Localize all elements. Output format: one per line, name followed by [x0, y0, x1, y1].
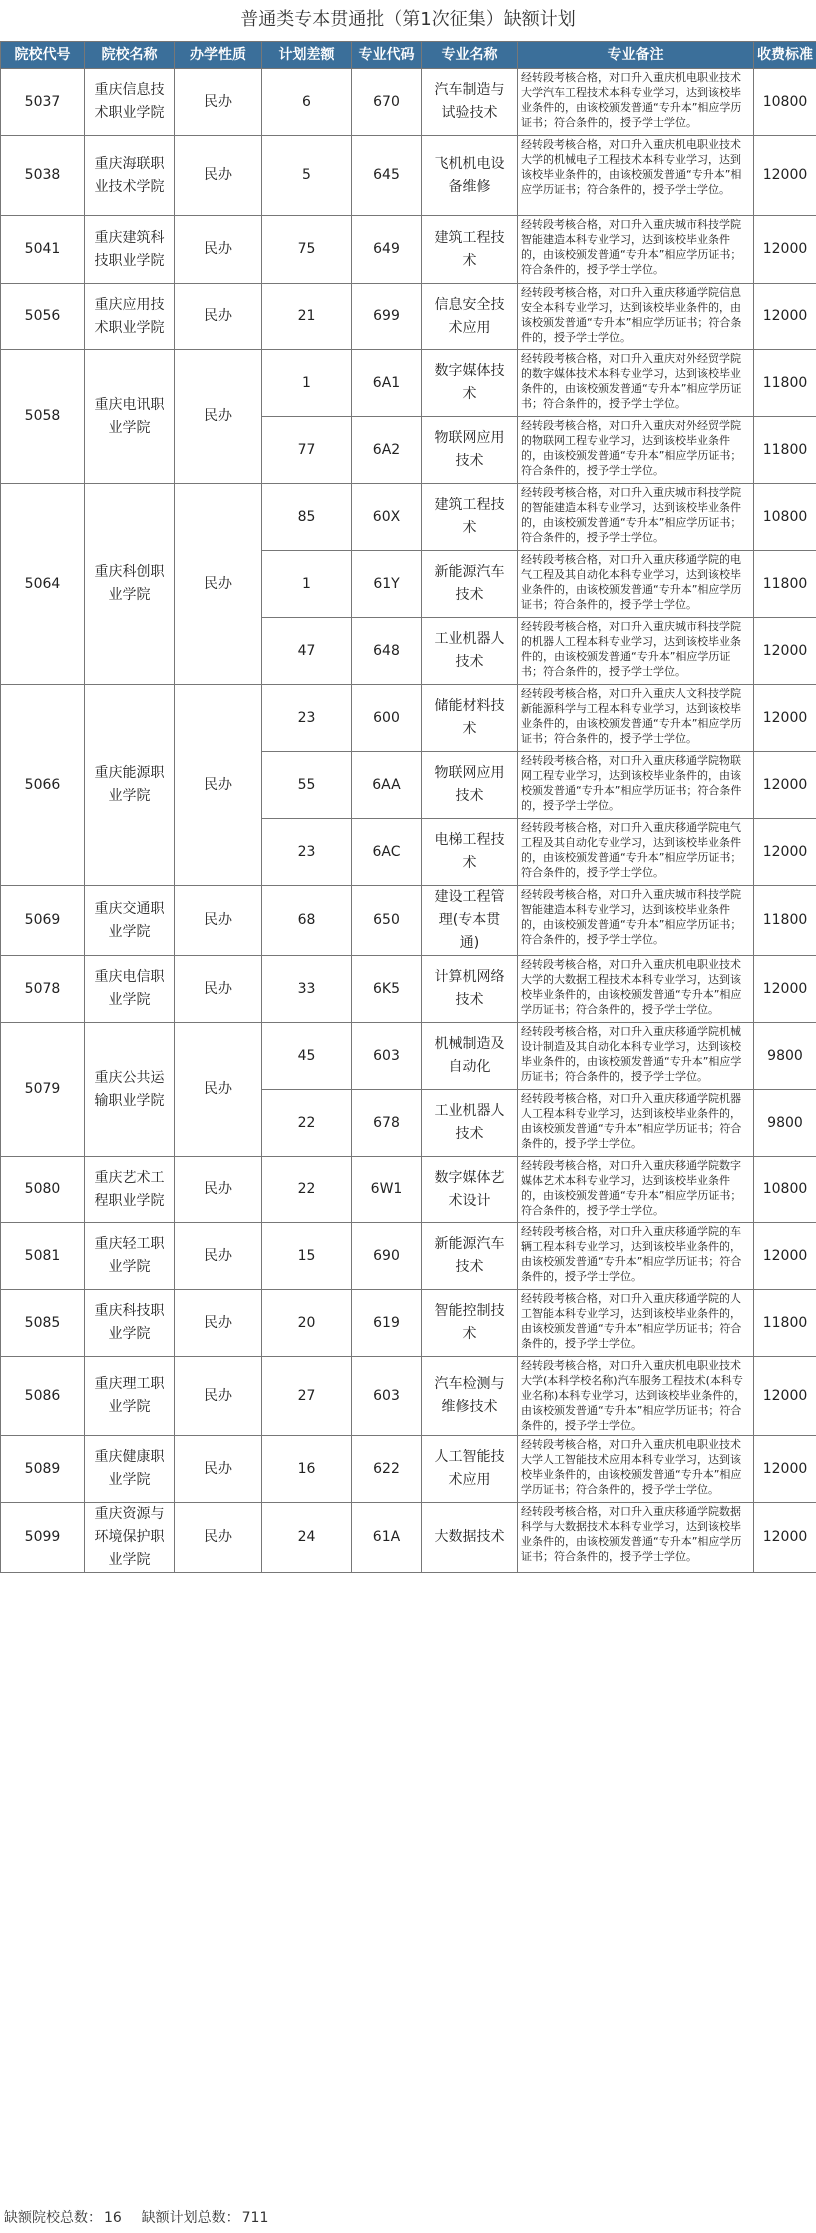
fee-cell: 12000: [754, 618, 816, 685]
page-title: 普通类专本贯通批（第1次征集）缺额计划: [240, 9, 576, 30]
table-row: [1, 1436, 816, 1503]
major-code-cell: 61Y: [352, 551, 422, 618]
header-major-name: 专业名称: [422, 42, 518, 69]
school-code-cell: 5078: [1, 956, 85, 1023]
major-name-cell: 人工智能技术应用: [422, 1436, 518, 1503]
school-name-cell: 重庆电讯职业学院: [85, 350, 175, 484]
school-code-cell: 5079: [1, 1023, 85, 1157]
major-note-cell: 经转段考核合格，对口升入重庆移通学院电气工程及其自动化专业学习，达到该校毕业条件的，由该校颁发普通“专升本”相应学历证书；符合条件的，授予学士学位。: [518, 819, 754, 886]
major-code-cell: 6W1: [352, 1157, 422, 1223]
major-note-cell: 经转段考核合格，对口升入重庆机电职业技术大学的大数据工程技术本科专业学习，达到该校毕业条件的，由该校颁发普通“专升本”相应学历证书；符合条件的，授予学士学位。: [518, 956, 754, 1023]
fee-cell: 12000: [754, 216, 816, 284]
school-count-value: 16: [104, 2210, 122, 2226]
fee-cell: 11800: [754, 350, 816, 417]
table-row: [1, 284, 816, 350]
major-code-cell: 622: [352, 1436, 422, 1503]
school-code-cell: 5085: [1, 1290, 85, 1357]
plan-gap-cell: 24: [262, 1503, 352, 1573]
plan-gap-cell: 47: [262, 618, 352, 685]
major-code-cell: 6AC: [352, 819, 422, 886]
major-code-cell: 61A: [352, 1503, 422, 1573]
school-nature-cell: 民办: [175, 1290, 262, 1357]
fee-cell: 11800: [754, 551, 816, 618]
major-name-cell: 物联网应用技术: [422, 417, 518, 484]
summary-footer: [4, 2207, 270, 2227]
school-code-cell: 5038: [1, 136, 85, 216]
major-code-cell: 60X: [352, 484, 422, 551]
school-code-cell: 5037: [1, 69, 85, 136]
plan-gap-cell: 85: [262, 484, 352, 551]
school-nature-cell: 民办: [175, 886, 262, 956]
fee-cell: 12000: [754, 1357, 816, 1436]
table-row: [1, 1023, 816, 1090]
plan-count-value: 711: [241, 2210, 269, 2226]
school-code-cell: 5089: [1, 1436, 85, 1503]
fee-cell: 12000: [754, 1503, 816, 1573]
major-note-cell: 经转段考核合格，对口升入重庆移通学院机械设计制造及其自动化本科专业学习，达到该校毕业条件的，由该校颁发普通“专升本”相应学历证书；符合条件的，授予学士学位。: [518, 1023, 754, 1090]
school-name-cell: 重庆轻工职业学院: [85, 1223, 175, 1290]
major-name-cell: 计算机网络技术: [422, 956, 518, 1023]
major-name-cell: 信息安全技术应用: [422, 284, 518, 350]
plan-gap-cell: 22: [262, 1090, 352, 1157]
school-code-cell: 5086: [1, 1357, 85, 1436]
table-row: [1, 1223, 816, 1290]
plan-count-label: 缺额计划总数：: [141, 2210, 240, 2226]
plan-gap-cell: 16: [262, 1436, 352, 1503]
table-row: [1, 886, 816, 956]
table-row: [1, 685, 816, 752]
vacancy-plan-table: [0, 41, 816, 1573]
major-note-cell: 经转段考核合格，对口升入重庆移通学院的人工智能本科专业学习，达到该校毕业条件的，由该校颁发普通“专升本”相应学历证书；符合条件的，授予学士学位。: [518, 1290, 754, 1357]
school-name-cell: 重庆信息技术职业学院: [85, 69, 175, 136]
school-name-cell: 重庆理工职业学院: [85, 1357, 175, 1436]
major-note-cell: 经转段考核合格，对口升入重庆人文科技学院新能源科学与工程本科专业学习，达到该校毕业条件的，由该校颁发普通“专升本”相应学历证书；符合条件的，授予学士学位。: [518, 685, 754, 752]
school-name-cell: 重庆能源职业学院: [85, 685, 175, 886]
major-name-cell: 建设工程管理(专本贯通): [422, 886, 518, 956]
major-code-cell: 650: [352, 886, 422, 956]
major-name-cell: 建筑工程技术: [422, 216, 518, 284]
major-note-cell: 经转段考核合格，对口升入重庆机电职业技术大学的机械电子工程技术本科专业学习，达到该校毕业条件的，由该校颁发普通“专升本”相应学历证书；符合条件的，授予学士学位。: [518, 136, 754, 216]
school-nature-cell: 民办: [175, 1503, 262, 1573]
plan-gap-cell: 23: [262, 685, 352, 752]
major-name-cell: 飞机机电设备维修: [422, 136, 518, 216]
major-name-cell: 电梯工程技术: [422, 819, 518, 886]
school-code-cell: 5080: [1, 1157, 85, 1223]
major-note-cell: 经转段考核合格，对口升入重庆移通学院机器人工程本科专业学习，达到该校毕业条件的，由该校颁发普通“专升本”相应学历证书；符合条件的，授予学士学位。: [518, 1090, 754, 1157]
school-name-cell: 重庆交通职业学院: [85, 886, 175, 956]
major-note-cell: 经转段考核合格，对口升入重庆城市科技学院智能建造本科专业学习，达到该校毕业条件的，由该校颁发普通“专升本”相应学历证书；符合条件的，授予学士学位。: [518, 886, 754, 956]
school-code-cell: 5056: [1, 284, 85, 350]
plan-gap-cell: 45: [262, 1023, 352, 1090]
fee-cell: 12000: [754, 1223, 816, 1290]
plan-gap-cell: 77: [262, 417, 352, 484]
major-note-cell: 经转段考核合格，对口升入重庆移通学院物联网工程专业学习，达到该校毕业条件的，由该校颁发普通“专升本”相应学历证书；符合条件的，授予学士学位。: [518, 752, 754, 819]
fee-cell: 11800: [754, 1290, 816, 1357]
table-row: [1, 216, 816, 284]
plan-gap-cell: 5: [262, 136, 352, 216]
major-code-cell: 619: [352, 1290, 422, 1357]
school-name-cell: 重庆科技职业学院: [85, 1290, 175, 1357]
major-note-cell: 经转段考核合格，对口升入重庆移通学院数据科学与大数据技术本科专业学习，达到该校毕业条件的，由该校颁发普通“专升本”相应学历证书；符合条件的，授予学士学位。: [518, 1503, 754, 1573]
school-code-cell: 5081: [1, 1223, 85, 1290]
fee-cell: 12000: [754, 136, 816, 216]
major-note-cell: 经转段考核合格，对口升入重庆对外经贸学院的物联网工程专业学习，达到该校毕业条件的，由该校颁发普通“专升本”相应学历证书；符合条件的，授予学士学位。: [518, 417, 754, 484]
major-note-cell: 经转段考核合格，对口升入重庆移通学院数字媒体艺术本科专业学习，达到该校毕业条件的，由该校颁发普通“专升本”相应学历证书；符合条件的，授予学士学位。: [518, 1157, 754, 1223]
plan-gap-cell: 27: [262, 1357, 352, 1436]
school-name-cell: 重庆建筑科技职业学院: [85, 216, 175, 284]
school-nature-cell: 民办: [175, 284, 262, 350]
fee-cell: 9800: [754, 1090, 816, 1157]
fee-cell: 12000: [754, 284, 816, 350]
major-code-cell: 645: [352, 136, 422, 216]
school-code-cell: 5099: [1, 1503, 85, 1573]
school-name-cell: 重庆公共运输职业学院: [85, 1023, 175, 1157]
school-code-cell: 5058: [1, 350, 85, 484]
plan-gap-cell: 20: [262, 1290, 352, 1357]
major-name-cell: 数字媒体技术: [422, 350, 518, 417]
major-code-cell: 603: [352, 1357, 422, 1436]
table-row: [1, 1503, 816, 1573]
major-note-cell: 经转段考核合格，对口升入重庆移通学院的车辆工程本科专业学习，达到该校毕业条件的，由该校颁发普通“专升本”相应学历证书；符合条件的，授予学士学位。: [518, 1223, 754, 1290]
major-name-cell: 储能材料技术: [422, 685, 518, 752]
school-name-cell: 重庆应用技术职业学院: [85, 284, 175, 350]
major-code-cell: 690: [352, 1223, 422, 1290]
major-name-cell: 汽车检测与维修技术: [422, 1357, 518, 1436]
plan-gap-cell: 6: [262, 69, 352, 136]
header-nature: 办学性质: [175, 42, 262, 69]
major-name-cell: 工业机器人技术: [422, 618, 518, 685]
table-row: [1, 350, 816, 417]
table-row: [1, 1157, 816, 1223]
school-name-cell: 重庆海联职业技术学院: [85, 136, 175, 216]
major-name-cell: 新能源汽车技术: [422, 1223, 518, 1290]
school-nature-cell: 民办: [175, 136, 262, 216]
table-row: [1, 1290, 816, 1357]
major-code-cell: 648: [352, 618, 422, 685]
major-code-cell: 600: [352, 685, 422, 752]
header-fee: 收费标准: [754, 42, 816, 69]
school-nature-cell: 民办: [175, 956, 262, 1023]
school-code-cell: 5041: [1, 216, 85, 284]
plan-gap-cell: 22: [262, 1157, 352, 1223]
fee-cell: 11800: [754, 886, 816, 956]
major-name-cell: 物联网应用技术: [422, 752, 518, 819]
table-header-row: [1, 42, 816, 69]
plan-gap-cell: 75: [262, 216, 352, 284]
major-note-cell: 经转段考核合格，对口升入重庆移通学院信息安全本科专业学习，达到该校毕业条件的，由该校颁发普通“专升本”相应学历证书；符合条件的，授予学士学位。: [518, 284, 754, 350]
fee-cell: 10800: [754, 1157, 816, 1223]
fee-cell: 12000: [754, 685, 816, 752]
major-name-cell: 大数据技术: [422, 1503, 518, 1573]
school-nature-cell: 民办: [175, 484, 262, 685]
school-nature-cell: 民办: [175, 69, 262, 136]
major-name-cell: 智能控制技术: [422, 1290, 518, 1357]
plan-gap-cell: 21: [262, 284, 352, 350]
plan-gap-cell: 68: [262, 886, 352, 956]
fee-cell: 10800: [754, 69, 816, 136]
major-code-cell: 603: [352, 1023, 422, 1090]
major-code-cell: 699: [352, 284, 422, 350]
plan-gap-cell: 1: [262, 350, 352, 417]
major-name-cell: 建筑工程技术: [422, 484, 518, 551]
major-code-cell: 6K5: [352, 956, 422, 1023]
major-note-cell: 经转段考核合格，对口升入重庆机电职业技术大学人工智能技术应用本科专业学习，达到该校毕业条件的，由该校颁发普通“专升本”相应学历证书；符合条件的，授予学士学位。: [518, 1436, 754, 1503]
major-note-cell: 经转段考核合格，对口升入重庆城市科技学院的智能建造本科专业学习，达到该校毕业条件的，由该校颁发普通“专升本”相应学历证书；符合条件的，授予学士学位。: [518, 484, 754, 551]
school-nature-cell: 民办: [175, 1357, 262, 1436]
fee-cell: 12000: [754, 956, 816, 1023]
major-code-cell: 678: [352, 1090, 422, 1157]
table-row: [1, 136, 816, 216]
fee-cell: 9800: [754, 1023, 816, 1090]
school-code-cell: 5069: [1, 886, 85, 956]
major-name-cell: 汽车制造与试验技术: [422, 69, 518, 136]
fee-cell: 11800: [754, 417, 816, 484]
table-row: [1, 1357, 816, 1436]
school-nature-cell: 民办: [175, 1023, 262, 1157]
school-nature-cell: 民办: [175, 1436, 262, 1503]
table-row: [1, 484, 816, 551]
table-body: [1, 69, 816, 1573]
fee-cell: 12000: [754, 819, 816, 886]
school-nature-cell: 民办: [175, 1223, 262, 1290]
major-name-cell: 机械制造及自动化: [422, 1023, 518, 1090]
school-name-cell: 重庆科创职业学院: [85, 484, 175, 685]
major-note-cell: 经转段考核合格，对口升入重庆机电职业技术大学汽车工程技术本科专业学习，达到该校毕业条件的，由该校颁发普通“专升本”相应学历证书；符合条件的，授予学士学位。: [518, 69, 754, 136]
school-name-cell: 重庆健康职业学院: [85, 1436, 175, 1503]
header-school-code: 院校代号: [1, 42, 85, 69]
school-code-cell: 5066: [1, 685, 85, 886]
school-nature-cell: 民办: [175, 350, 262, 484]
table-row: [1, 956, 816, 1023]
major-code-cell: 6AA: [352, 752, 422, 819]
major-code-cell: 649: [352, 216, 422, 284]
school-count-label: 缺额院校总数：: [4, 2210, 102, 2226]
major-code-cell: 6A2: [352, 417, 422, 484]
plan-gap-cell: 33: [262, 956, 352, 1023]
major-note-cell: 经转段考核合格，对口升入重庆城市科技学院智能建造本科专业学习，达到该校毕业条件的，由该校颁发普通“专升本”相应学历证书；符合条件的，授予学士学位。: [518, 216, 754, 284]
school-name-cell: 重庆电信职业学院: [85, 956, 175, 1023]
school-name-cell: 重庆艺术工程职业学院: [85, 1157, 175, 1223]
header-school-name: 院校名称: [85, 42, 175, 69]
plan-gap-cell: 55: [262, 752, 352, 819]
fee-cell: 12000: [754, 1436, 816, 1503]
major-note-cell: 经转段考核合格，对口升入重庆移通学院的电气工程及其自动化本科专业学习，达到该校毕业条件的，由该校颁发普通“专升本”相应学历证书；符合条件的，授予学士学位。: [518, 551, 754, 618]
major-code-cell: 6A1: [352, 350, 422, 417]
header-plan-gap: 计划差额: [262, 42, 352, 69]
table-row: [1, 69, 816, 136]
school-name-cell: 重庆资源与环境保护职业学院: [85, 1503, 175, 1573]
plan-gap-cell: 15: [262, 1223, 352, 1290]
major-code-cell: 670: [352, 69, 422, 136]
school-nature-cell: 民办: [175, 216, 262, 284]
plan-gap-cell: 23: [262, 819, 352, 886]
major-name-cell: 工业机器人技术: [422, 1090, 518, 1157]
major-note-cell: 经转段考核合格，对口升入重庆城市科技学院的机器人工程本科专业学习，达到该校毕业条件的，由该校颁发普通“专升本”相应学历证书；符合条件的，授予学士学位。: [518, 618, 754, 685]
major-note-cell: 经转段考核合格，对口升入重庆对外经贸学院的数字媒体技术本科专业学习，达到该校毕业条件的，由该校颁发普通“专升本”相应学历证书；符合条件的，授予学士学位。: [518, 350, 754, 417]
school-code-cell: 5064: [1, 484, 85, 685]
plan-gap-cell: 1: [262, 551, 352, 618]
fee-cell: 12000: [754, 752, 816, 819]
school-nature-cell: 民办: [175, 685, 262, 886]
major-name-cell: 新能源汽车技术: [422, 551, 518, 618]
header-major-note: 专业备注: [518, 42, 754, 69]
major-name-cell: 数字媒体艺术设计: [422, 1157, 518, 1223]
school-nature-cell: 民办: [175, 1157, 262, 1223]
header-major-code: 专业代码: [352, 42, 422, 69]
fee-cell: 10800: [754, 484, 816, 551]
major-note-cell: 经转段考核合格，对口升入重庆机电职业技术大学(本科学校名称)汽车服务工程技术(本科专业名称)本科专业学习，达到该校毕业条件的，由该校颁发普通“专升本”相应学历证书；符合条件的，授予学士学位。: [518, 1357, 754, 1436]
